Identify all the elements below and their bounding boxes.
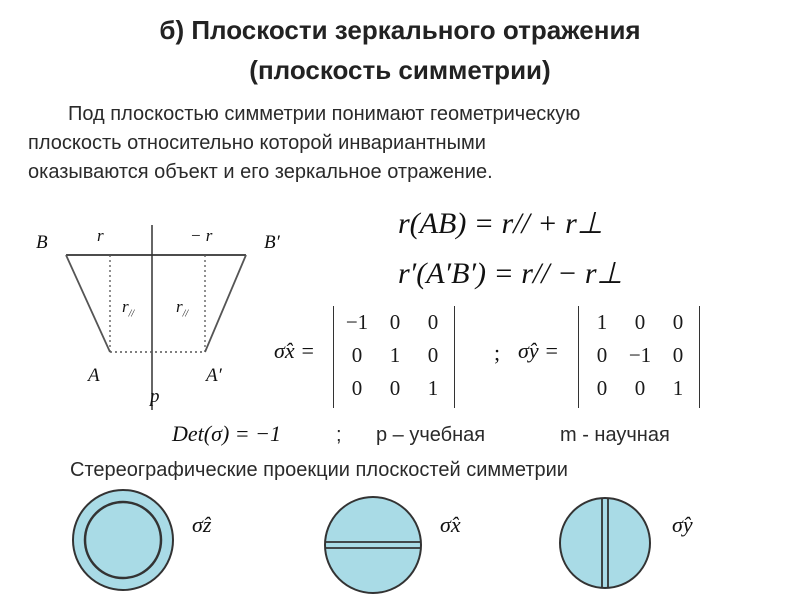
sigma-x-cell: 1 — [389, 343, 401, 367]
sigma-x-matrix — [333, 306, 455, 408]
sigma-x-cell: 0 — [427, 310, 439, 334]
label-minus-r-top: − r — [190, 226, 213, 245]
definition-line-3: оказываются объект и его зеркальное отражение. — [28, 161, 493, 183]
edge-A-prime-B-prime — [205, 255, 246, 352]
page-title: б) Плоскости зеркального отражения — [159, 15, 641, 45]
definition-line-1: Под плоскостью симметрии понимают геометрическую — [68, 103, 581, 125]
label-r-parallel-left: $r_{//}$ — [122, 297, 135, 320]
sigma-x-cell: 0 — [389, 310, 401, 334]
sigma-y-cell: 0 — [672, 343, 684, 367]
m-scientific-text: m - научная — [560, 424, 670, 446]
sigma-y-cell: 0 — [596, 343, 608, 367]
sigma-y-cell: −1 — [628, 343, 652, 367]
label-A-prime: A′ — [206, 365, 222, 386]
sigma-y-matrix — [578, 306, 700, 408]
sigma-y-cell: 1 — [596, 310, 608, 334]
sigma-y-cell: 0 — [634, 310, 646, 334]
sigma-y-label: σ̂y = — [518, 338, 559, 363]
matrix-separator: ; — [494, 340, 501, 365]
p-training-text: p – учебная — [376, 424, 486, 446]
sigma-x-cell: 0 — [351, 343, 363, 367]
projection-z-inner-circle — [85, 502, 161, 578]
page-subtitle: (плоскость симметрии) — [249, 55, 551, 85]
sigma-x-label: σ̂x = — [274, 338, 315, 363]
determinant-semicolon: ; — [336, 424, 342, 446]
projection-z — [73, 490, 173, 590]
label-r-top: r — [97, 226, 104, 245]
label-B: B — [36, 232, 48, 253]
label-r-parallel-right: $r_{//}$ — [176, 297, 189, 320]
sigma-x-cell: 1 — [427, 376, 439, 400]
sigma-y-cell: 0 — [672, 310, 684, 334]
equation-2: r′(A′B′) = r// − r⊥ — [398, 257, 623, 290]
projection-label-z: σ̂z — [192, 512, 212, 537]
label-A: A — [88, 365, 100, 386]
projections-heading: Стереографические проекции плоскостей симметрии — [70, 459, 568, 481]
sigma-x-cell: −1 — [345, 310, 369, 334]
determinant-formula: Det(σ) = −1 — [172, 421, 281, 446]
projection-y — [560, 498, 650, 588]
label-B-prime: B′ — [264, 232, 280, 253]
projection-x-circle — [325, 497, 421, 593]
projection-label-y: σ̂y — [672, 512, 693, 537]
definition-line-2: плоскость относительно которой инвариантными — [28, 132, 486, 154]
sigma-x-cell: 0 — [427, 343, 439, 367]
label-p: p — [150, 386, 160, 407]
edge-AB — [66, 255, 110, 352]
sigma-x-cell: 0 — [389, 376, 401, 400]
sigma-y-cell: 0 — [596, 376, 608, 400]
projection-y-circle — [560, 498, 650, 588]
sigma-y-cell: 1 — [672, 376, 684, 400]
sigma-y-cell: 0 — [634, 376, 646, 400]
projection-x — [325, 497, 421, 593]
projection-label-x: σ̂x — [440, 512, 461, 537]
equation-1: r(AB) = r// + r⊥ — [398, 207, 603, 240]
sigma-x-cell: 0 — [351, 376, 363, 400]
